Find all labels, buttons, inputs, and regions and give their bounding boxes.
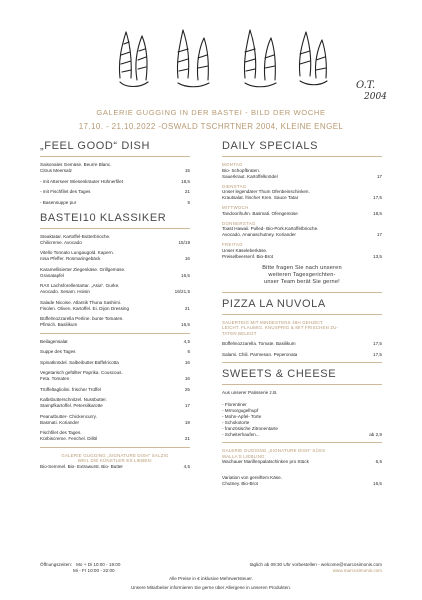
weekday-label: DIENSTAG <box>222 183 247 189</box>
menu-item: Suppe des Tages 6 <box>40 349 190 354</box>
klassiker-list <box>40 234 190 329</box>
left-column <box>40 140 190 474</box>
daily-note: Bitte fragen Sie nach unseren weiteren Tagesgerichten- unser Team berät Sie gerne! <box>262 264 342 285</box>
divider <box>222 384 382 385</box>
menu-item: Vegetarisch gefüllter Paprika. Couscous. Feta. Tomaten 16 <box>40 370 190 381</box>
right-column <box>222 140 382 492</box>
divider <box>222 314 382 315</box>
menu-item: - mit Fischfilet des Tages 21 <box>40 189 190 194</box>
feel-good-list <box>40 162 190 206</box>
menu-item: Beilagensalat 4,5 <box>40 338 190 344</box>
menu-item: Tandoorihuhn. Basmati. Ofengemüse 18,5 <box>222 210 382 216</box>
menu-item: Unser legendärer Thum Ofenbeinschinken. Krautsalat. frischer Kren. Sauce Tatar 17,5 <box>222 189 382 200</box>
reservation-info: täglich ab 09:30 Uhr vorbestellen - welcome@marcosimonis.com <box>249 562 382 567</box>
opening-hours-label: Öffnungszeiten: <box>40 562 73 567</box>
pastry-price: ab 2,9 <box>369 432 382 437</box>
extras-list <box>40 339 190 443</box>
weekday-label: MONTAG <box>222 162 243 167</box>
menu-item: Salade Nicoise. Atlantik Thuna Sashimi. Fisolen. Oliven. Kartoffel. Ei. Dijon Dressing 21 <box>40 299 190 311</box>
menu-item: Toast Hawaii. Pulled- Bio-Pork.Kartoffelbrioche. Avocado. Ananaschutney. Koriander 17 <box>222 226 382 237</box>
menu-item: Steaktatar. Kartoffel-Butterbrioche. Chilicreme. Avocado 15/19 <box>40 233 190 245</box>
sweets-list <box>222 402 382 438</box>
pastry-item: - Mrmorgugelhupf <box>222 408 259 413</box>
allergen-note: Unsere Mitarbeiter informieren Sie gerne über Allergene in unseren Produkten. <box>130 585 292 590</box>
pastry-item: - Scheiterhaufen... ab 2,9 <box>222 432 382 437</box>
weekday-label: FREITAG <box>222 242 243 247</box>
daily-special <box>222 242 382 260</box>
menu-item: Salami. Chili. Parmesan. Peperonata 17,5 <box>222 351 382 357</box>
sweets-intro: Aus unserer Patisserie z.B. <box>222 390 278 395</box>
menu-item: Kalbsbutterschnitzel. Nussbutter. Stampfkartoffel. Petersilkarotte 17 <box>40 397 190 408</box>
pizza-list <box>222 341 382 358</box>
divider <box>40 447 190 448</box>
sweets-heading: SWEETS & CHEESE <box>222 368 337 380</box>
menu-item: Peanutbutter- Chickencurry. Basmati. Koriander 19 <box>40 413 190 425</box>
menu-item: Vitello Tonnato Lungaugold. Kapern. rosa Pfeffer. Rosmaringebäck 16 <box>40 250 190 261</box>
menu-item: Karamellisierter Ziegenkäse. Grillgemüse. Granatapfel 16,5 <box>40 266 190 278</box>
divider <box>40 333 190 334</box>
weekday-label: MITTWOCH <box>222 205 249 210</box>
menu-item: - Basensuppe pur 5 <box>40 199 190 205</box>
menu-item: Trüffeltagliolini. frischer Trüffel 25 <box>40 386 190 392</box>
daily-specials-heading: DAILY SPECIALS <box>222 140 319 152</box>
menu-item: Bio- Schopfbraten. Sauerkraut. Kartoffelknödel 17 <box>222 167 382 179</box>
daily-special <box>222 162 382 180</box>
menu-item: Büffelmozzarella Perline. bunte Tomaten. Pfirsich. Basilikum 16,5 <box>40 316 190 327</box>
divider <box>40 228 190 229</box>
signature-note-salty: GALERIE GUGGING „SIGNATURE DISH“ SALZIG WEIL DIE KÜNSTLER ES LIEBEN: <box>61 452 169 463</box>
signature-note-sweet: GALERIE GUGGING „SIGNATURE DISH“ SÜSS WALLA'S LIEBLING: <box>222 448 326 459</box>
cheese-item: Variation von gereiftem Käse. Chutney. Bio-Brot 16,5 <box>222 475 382 486</box>
pastry-item: - Florentiner <box>222 402 247 407</box>
klassiker-heading: BASTEI10 KLASSIKER <box>40 211 167 224</box>
daily-special <box>222 221 382 239</box>
page-subtitle: 17.10. - 21.10.2022 -OSWALD TSCHRTNER 2004, KLEINE ENGEL <box>78 122 344 131</box>
divider <box>222 156 382 157</box>
pastry-item: - Mohn-Apfel- Torte <box>222 414 262 419</box>
artist-signature: O.T. <box>356 80 376 91</box>
menu-item: Spinatknödel. Salbeibutter.Büffelricotta 16 <box>40 359 190 365</box>
pizza-note: SAUERTEIG MIT MINDESTENS 48H GEHZEIT. LEICHT. FLAUMIG. KNUSPRIG & MIT FRISCHEN ZU- TATEN BELEGT <box>222 319 339 336</box>
tax-note: Alle Preise in € inklusive Mehrwertsteuer. <box>169 576 253 581</box>
pastry-item: - französische Zitronentarte <box>222 426 278 431</box>
website-link[interactable]: www.marcosimonis.com <box>332 568 382 573</box>
page-title: GALERIE GUGGING IN DER BASTEI - BILD DER WOCHE <box>96 108 326 117</box>
footer <box>40 562 382 591</box>
divider <box>222 362 382 363</box>
divider <box>40 156 190 157</box>
daily-special <box>222 184 382 202</box>
divider <box>222 442 382 443</box>
pizza-heading: PIZZA LA NUVOLA <box>222 297 326 310</box>
daily-special <box>222 205 382 217</box>
menu-item: RAX Lachsforellentartar. „Asia“. Gurke. Avocado. Sesam. Hoisin 16/21,5 <box>40 283 190 294</box>
weekday-label: DONNERSTAG <box>222 220 256 226</box>
menu-item: Fischfilet des Tages. Kürbiscreme. Fenchel. Dillöl 21 <box>40 430 190 441</box>
pastry-item: - Schokotorte <box>222 420 250 425</box>
menu-item: Unser Käseleberkäse. Preiselbeersenf. Bio-Brot 13,5 <box>222 247 382 259</box>
feel-good-heading: „FEEL GOOD“ DISH <box>40 140 151 152</box>
opening-hours-2: Mi - Fr 10:00 - 22:00 <box>73 568 115 573</box>
artist-signature-year: 2004 <box>364 92 387 102</box>
signature-dish-sweet: Wachauer Marillenpalatschinken pro Stück 6,5 <box>222 459 382 464</box>
divider <box>222 292 382 293</box>
signature-dish-salty: Bio-Semmel. Bio- Extrawurst. Bio- Butter 4,5 <box>40 463 190 469</box>
menu-item: - mit Atterseer Wiesenkräuter Hühnerfilet 18,5 <box>40 178 190 184</box>
menu-item: Saisonales Gemüse. Beurre Blanc. Citrus Meersalz 15 <box>40 162 190 173</box>
daily-list <box>222 162 382 260</box>
menu-item: Büffelmozzarella. Tomate. Basilikum 17,5 <box>222 341 382 346</box>
opening-hours-1: Mo + Di 10:00 - 19:00 <box>76 562 121 567</box>
